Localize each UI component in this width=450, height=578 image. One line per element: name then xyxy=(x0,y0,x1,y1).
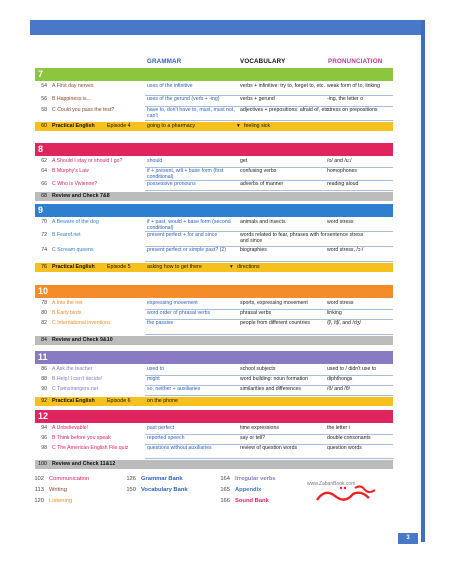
grammar-topic: present perfect + for and since xyxy=(147,232,218,238)
lesson-page-number: 98 xyxy=(41,445,47,451)
lesson-row xyxy=(35,232,393,247)
strip-label: Practical English xyxy=(52,264,95,270)
strip-arrow-icon: ▾ xyxy=(237,123,240,129)
lesson-page-number: 62 xyxy=(41,158,47,164)
lesson-title: A Should I stay or should I go? xyxy=(52,158,123,164)
pronunciation-topic: double consonants xyxy=(327,435,371,441)
lesson-page-number: 66 xyxy=(41,181,47,187)
pronunciation-topic: /ʊ/ and /uː/ xyxy=(327,158,352,164)
lesson-title: B Happiness is... xyxy=(52,96,91,102)
grammar-topic: reported speech xyxy=(147,435,185,441)
vocabulary-topic: people from different countries xyxy=(240,320,310,326)
grammar-topic: expressing movement xyxy=(147,300,198,306)
unit-number: 11 xyxy=(38,352,48,362)
practical-english-strip xyxy=(35,122,393,131)
lesson-page-number: 70 xyxy=(41,219,47,225)
lesson-title: C International inventions xyxy=(52,320,111,326)
vocabulary-topic: school subjects xyxy=(240,366,276,372)
lesson-page-number: 72 xyxy=(41,232,47,238)
pronunciation-topic: word stress xyxy=(327,219,354,225)
strip-situation: asking how to get there xyxy=(147,264,202,270)
lesson-title: C Could you pass the test? xyxy=(52,107,115,113)
footer-page: 126 xyxy=(126,476,136,482)
pronunciation-topic: stress on prepositions xyxy=(327,107,378,113)
footer-label: Communication xyxy=(49,476,90,482)
grammar-topic: have to, don't have to, must, must not, can't xyxy=(147,107,235,120)
strip-page: 60 xyxy=(41,123,47,129)
lesson-title: A Into the net xyxy=(52,300,83,306)
strip-episode: Episode 6 xyxy=(107,398,131,404)
lesson-page-number: 80 xyxy=(41,310,47,316)
grammar-topic: uses of the infinitive xyxy=(147,83,193,89)
footer-label: Vocabulary Bank xyxy=(141,487,188,493)
strip-label: Review and Check 7&8 xyxy=(52,193,110,199)
grammar-topic: if + present, will + base form (first conditional) xyxy=(147,168,224,181)
footer-entry xyxy=(28,498,148,506)
vocabulary-topic: time expressions xyxy=(240,425,279,431)
unit-number: 9 xyxy=(38,205,44,215)
lesson-page-number: 90 xyxy=(41,386,47,392)
footer-page: 113 xyxy=(34,487,44,493)
lesson-title: C The American English File quiz xyxy=(52,445,129,451)
strip-page: 100 xyxy=(38,461,47,467)
footer-page: 164 xyxy=(220,476,230,482)
lesson-page-number: 94 xyxy=(41,425,47,431)
unit-12-bar xyxy=(35,410,393,423)
strip-label: Review and Check 11&12 xyxy=(52,461,116,467)
footer-page: 102 xyxy=(34,476,44,482)
pronunciation-topic: the letter i xyxy=(327,425,350,431)
lesson-title: A Unbelievable! xyxy=(52,425,89,431)
vocabulary-topic: review of question words xyxy=(240,445,298,451)
review-check-strip xyxy=(35,192,393,201)
lesson-page-number: 54 xyxy=(41,83,47,89)
vocabulary-topic: sports, expressing movement xyxy=(240,300,308,306)
lesson-row xyxy=(35,320,393,335)
lesson-page-number: 88 xyxy=(41,376,47,382)
strip-page: 84 xyxy=(41,337,47,343)
review-check-strip xyxy=(35,460,393,469)
vocabulary-topic: say or tell? xyxy=(240,435,266,441)
grammar-topic: word order of phrasal verbs xyxy=(147,310,211,316)
vocabulary-topic: animals and insects xyxy=(240,219,286,225)
unit-number: 12 xyxy=(38,411,49,421)
grammar-topic: past perfect xyxy=(147,425,175,431)
pronunciation-topic: homophones xyxy=(327,168,357,174)
vocabulary-topic: verbs + gerund xyxy=(240,96,275,102)
vocabulary-topic: biographies xyxy=(240,247,267,253)
footer-page: 165 xyxy=(220,487,230,493)
unit-number: 7 xyxy=(38,69,44,79)
strip-situation-2: directions xyxy=(237,264,260,270)
strip-episode: Episode 4 xyxy=(107,123,131,129)
pronunciation-topic: /ʃ/, /tʃ/, and /dʒ/ xyxy=(327,320,361,326)
strip-page: 92 xyxy=(41,398,47,404)
lesson-page-number: 58 xyxy=(41,107,47,113)
grammar-topic: the passive xyxy=(147,320,174,326)
review-check-strip xyxy=(35,336,393,345)
unit-number: 8 xyxy=(38,144,44,154)
vocabulary-header: VOCABULARY xyxy=(240,58,286,65)
unit-number: 10 xyxy=(38,286,49,296)
zabanbook-logo xyxy=(305,478,385,504)
lesson-row xyxy=(35,445,393,459)
strip-arrow-icon: ▾ xyxy=(230,264,233,270)
unit-9-bar xyxy=(35,204,393,217)
unit-8-bar xyxy=(35,143,393,156)
unit-11-bar xyxy=(35,351,393,364)
footer-label: Irregular verbs xyxy=(235,476,276,482)
practical-english-strip xyxy=(35,263,393,272)
vocabulary-topic: confusing verbs xyxy=(240,168,277,174)
strip-label: Practical English xyxy=(52,398,95,404)
row-divider xyxy=(145,261,393,262)
lesson-page-number: 74 xyxy=(41,247,47,253)
footer-page: 150 xyxy=(126,487,136,493)
pronunciation-topic: question words xyxy=(327,445,362,451)
vocabulary-topic: adverbs of manner xyxy=(240,181,284,187)
pronunciation-topic: reading aloud xyxy=(327,181,359,187)
row-divider xyxy=(145,395,393,396)
footer-label: Writing xyxy=(49,487,67,493)
vocabulary-topic: adjectives + prepositions: afraid of, etc. xyxy=(240,107,330,113)
strip-label: Review and Check 9&10 xyxy=(52,337,113,343)
vocabulary-topic: similarities and differences xyxy=(240,386,302,392)
vocabulary-topic: get xyxy=(240,158,248,164)
vocabulary-topic: phrasal verbs xyxy=(240,310,272,316)
lesson-row xyxy=(35,247,393,262)
watermark-url: www.ZabanBook.com xyxy=(307,481,356,487)
lesson-page-number: 64 xyxy=(41,168,47,174)
row-divider xyxy=(145,458,393,459)
strip-page: 76 xyxy=(41,264,47,270)
strip-situation: on the phone xyxy=(147,398,178,404)
vocabulary-topic: verbs + infinitive: try to, forget to, etc. xyxy=(240,83,325,89)
row-divider xyxy=(145,120,393,121)
pronunciation-topic: /ð/ and /θ/ xyxy=(327,386,351,392)
lesson-title: B Help! I can't decide! xyxy=(52,376,103,382)
pronunciation-topic: diphthongs xyxy=(327,376,353,382)
lesson-page-number: 96 xyxy=(41,435,47,441)
lesson-title: B Murphy's Law xyxy=(52,168,89,174)
pronunciation-topic: weak form of to, linking xyxy=(327,83,381,89)
pronunciation-topic: word stress, /ɔː/ xyxy=(327,247,364,253)
top-blue-bar xyxy=(30,20,425,35)
unit-7-bar xyxy=(35,68,393,81)
pronunciation-topic: linking xyxy=(327,310,342,316)
pronunciation-header: PRONUNCIATION xyxy=(328,58,383,65)
page-number: 3 xyxy=(398,533,418,544)
row-divider xyxy=(145,190,393,191)
lesson-title: A Ask the teacher xyxy=(52,366,93,372)
unit-10-bar xyxy=(35,285,393,298)
right-blue-edge xyxy=(421,20,425,542)
lesson-title: C Twinstrangers.net xyxy=(52,386,99,392)
pronunciation-topic: sentence stress xyxy=(327,232,364,238)
lesson-page-number: 82 xyxy=(41,320,47,326)
lesson-title: C Who is Vivienne? xyxy=(52,181,98,187)
lesson-title: B Fearof.net xyxy=(52,232,81,238)
footer-label: Appendix xyxy=(235,487,262,493)
grammar-header: GRAMMAR xyxy=(147,58,182,65)
strip-episode: Episode 5 xyxy=(107,264,131,270)
pronunciation-topic: -ing, the letter o xyxy=(327,96,364,102)
row-divider xyxy=(145,334,393,335)
lesson-page-number: 78 xyxy=(41,300,47,306)
grammar-topic: used to xyxy=(147,366,165,372)
footer-label: Sound Bank xyxy=(235,498,269,504)
strip-situation: going to a pharmacy xyxy=(147,123,195,129)
vocabulary-topic: word building: noun formation xyxy=(240,376,309,382)
grammar-topic: questions without auxiliaries xyxy=(147,445,212,451)
footer-page: 120 xyxy=(34,498,44,504)
practical-english-strip xyxy=(35,397,393,406)
footer-label: Grammar Bank xyxy=(141,476,183,482)
vocabulary-topic: words related to fear, phrases with for and since xyxy=(240,232,327,245)
grammar-topic: so, neither + auxiliaries xyxy=(147,386,201,392)
grammar-topic: might xyxy=(147,376,160,382)
lesson-page-number: 56 xyxy=(41,96,47,102)
grammar-topic: if + past, would + base form (second conditional) xyxy=(147,219,231,232)
lesson-row xyxy=(35,107,393,121)
lesson-page-number: 86 xyxy=(41,366,47,372)
lesson-title: A First day nerves xyxy=(52,83,94,89)
pronunciation-topic: word stress xyxy=(327,300,354,306)
grammar-topic: possessive pronouns xyxy=(147,181,196,187)
grammar-topic: present perfect or simple past? (2) xyxy=(147,247,227,253)
lesson-title: C Scream queens xyxy=(52,247,94,253)
lesson-title: A Beware of the dog xyxy=(52,219,99,225)
footer-page: 166 xyxy=(220,498,230,504)
strip-page: 68 xyxy=(41,193,47,199)
grammar-topic: uses of the gerund (verb + -ing) xyxy=(147,96,220,102)
grammar-topic: should xyxy=(147,158,163,164)
strip-situation-2: feeling sick xyxy=(244,123,271,129)
footer-label: Listening xyxy=(49,498,73,504)
pronunciation-topic: used to / didn't use to xyxy=(327,366,377,372)
lesson-title: B Think before you speak xyxy=(52,435,111,441)
strip-label: Practical English xyxy=(52,123,95,129)
lesson-title: B Early birds xyxy=(52,310,82,316)
